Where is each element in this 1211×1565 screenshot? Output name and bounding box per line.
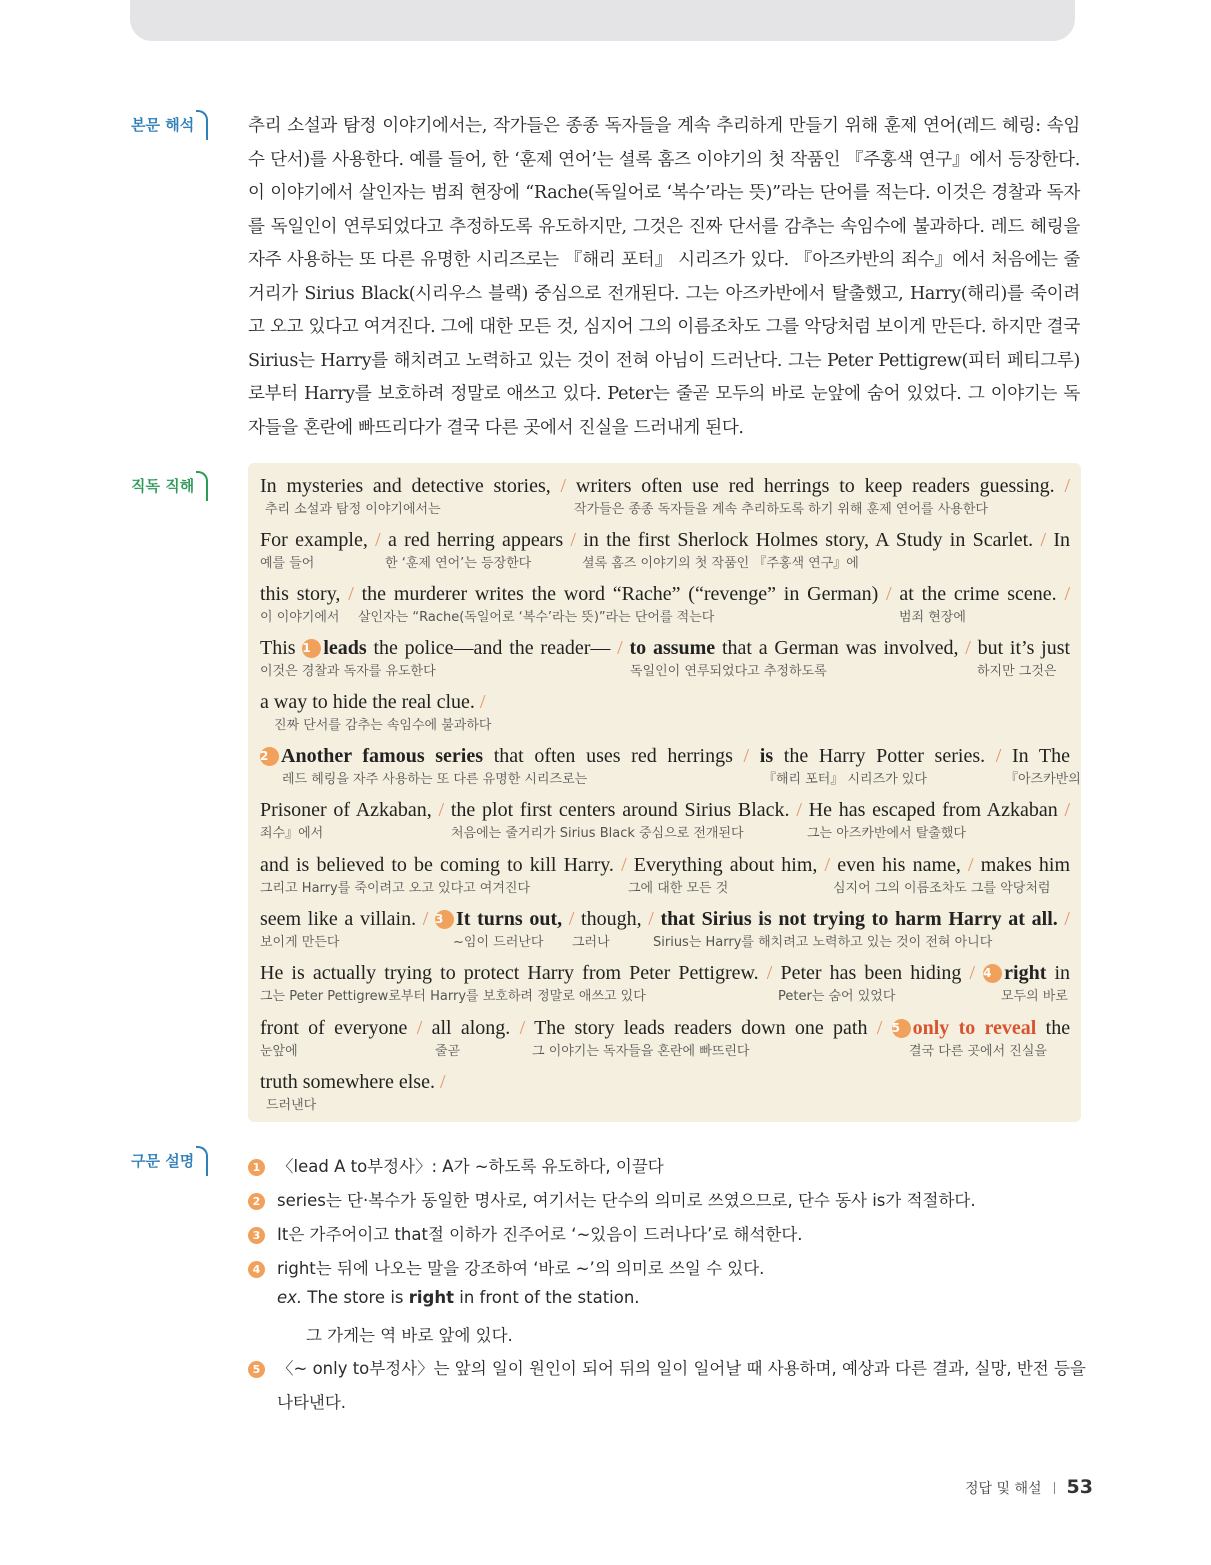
note-5-continued: 나타낸다. xyxy=(277,1393,347,1412)
top-banner xyxy=(130,0,1075,41)
translation-paragraph: 추리 소설과 탐정 이야기에서는, 작가들은 종종 독자들을 계속 추리하게 만들기 위해 훈제 연어(레드 헤링: 속임수 단서)를 사용한다. 예를 들어, 한 ‘훈제 연어’는 셜록 홈즈 이야기의 첫 작품인 『주홍색 연구』에서 등장한다. 이 이야기에서 살인자는 범죄 현장에 “Rache(독일어로 ‘복수’라는 뜻)”라는 단어를 적는다. 이것은 경찰과 독자를 독일인이 연루되었다고 추정하도록 유도하지만, 그것은 진짜 단서를 감추는 속임수에 불과하다. 레드 헤링을 자주 사용하는 또 다른 유명한 시리즈로는 『해리 포터』 시리즈가 있다. 『아즈카반의 죄수』에서 처음에는 줄거리가 Sirius Black(시리우스 블랙) 중심으로 전개된다. 그는 아즈카반에서 탈출했고, Harry(해리)를 죽이려고 오고 있다고 여겨진다. 그에 대한 모든 것, 심지어 그의 이름조차도 그를 악당처럼 보이게 만든다. 하지만 결국 Sirius는 Harry를 해치려고 노력하고 있는 것이 전혀 아님이 드러난다. 그는 Peter Pettigrew(피터 페티그루)로부터 Harry를 보호하려 정말로 애쓰고 있다. Peter는 줄곧 모두의 바로 눈앞에 숨어 있었다. 그 이야기는 독자들을 혼란에 빠뜨리다가 결국 다른 곳에서 진실을 드러내게 된다. xyxy=(248,116,1080,438)
note-4-example: ex. The store is right in front of the station. xyxy=(277,1288,640,1307)
label-grammar xyxy=(128,1146,208,1174)
label-reading-text: 직독 직해 xyxy=(131,477,195,495)
reading-line-8: and is believed to be coming to kill Harry. / Everything about him, / even his name, / makes him 그리고 Harry를 죽이려고 오고 있다고 여겨진다 그에 대한 모든 것 심지어 그의 이름조차도 그를 악당처럼 xyxy=(260,854,1071,896)
reading-line-7: Prisoner of Azkaban, / the plot first centers around Sirius Black. / He has escaped from Azkaban / 죄수』에서 처음에는 줄거리가 Sirius Black 중심으로 전개된다 그는 아즈카반에서 탈출했다 xyxy=(260,799,1071,841)
label-translation-text: 본문 해석 xyxy=(131,116,195,134)
page-number: 53 xyxy=(1066,1476,1093,1498)
reading-line-3: this story, / the murderer writes the word “Rache” (“revenge” in German) / at the crime scene. / 이 이야기에서 살인자는 “Rache(독일어로 ‘복수’라는 뜻)”라는 단어를 적는다 범죄 현장에 xyxy=(260,583,1071,625)
reading-line-11: front of everyone / all along. / The story leads readers down one path / 5 only to reveal the 눈앞에 줄곧 그 이야기는 독자들을 혼란에 빠뜨린다 결국 다른 곳에서 진실을 xyxy=(260,1017,1071,1059)
reading-line-1: In mysteries and detective stories, / writers often use red herrings to keep readers guessing. / 추리 소설과 탐정 이야기에서는 작가들은 종종 독자들을 계속 추리하도록 하기 위해 훈제 연어를 사용한다 xyxy=(260,475,1071,517)
label-reading xyxy=(128,471,208,499)
reading-line-4: This 1 leads the police—and the reader— / to assume that a German was involved, / but it’s just 이것은 경찰과 독자를 유도한다 독일인이 연루되었다고 추정하도록 하지만 그것은 xyxy=(260,637,1071,679)
note-5: 5 〈~ only to부정사〉는 앞의 일이 원인이 되어 뒤의 일이 일어날 때 사용하며, 예상과 다른 결과, 실망, 반전 등을 xyxy=(248,1355,1086,1379)
reading-line-6: 2 Another famous series that often uses red herrings / is the Harry Potter series. / In The 레드 헤링을 자주 사용하는 또 다른 유명한 시리즈로는 『해리 포터』 시리즈가 있다 『아즈카반의 xyxy=(260,745,1081,787)
label-translation xyxy=(128,110,208,138)
reading-line-5: a way to hide the real clue. / 진짜 단서를 감추는 속임수에 불과하다 xyxy=(260,691,492,733)
label-grammar-text: 구문 설명 xyxy=(131,1152,195,1170)
note-2: 2 series는 단·복수가 동일한 명사로, 여기서는 단수의 의미로 쓰였으므로, 단수 동사 is가 적절하다. xyxy=(248,1187,976,1211)
reading-line-10: He is actually trying to protect Harry from Peter Pettigrew. / Peter has been hiding / 4 right in 그는 Peter Pettigrew로부터 Harry를 보호하려 정말로 애쓰고 있다 Peter는 숨어 있었다 모두의 바로 xyxy=(260,962,1071,1004)
note-4: 4 right는 뒤에 나오는 말을 강조하여 ‘바로 ~’의 의미로 쓰일 수 있다. xyxy=(248,1255,764,1279)
footer-title: 정답 및 해설 xyxy=(965,1481,1042,1497)
note-3: 3 It은 가주어이고 that절 이하가 진주어로 ‘~있음이 드러나다’로 해석한다. xyxy=(248,1221,803,1245)
reading-line-2: For example, / a red herring appears / in the first Sherlock Holmes story, A Study in Scarlet. / In 예를 들어 한 ‘훈제 연어’는 등장한다 셜록 홈즈 이야기의 첫 작품인 『주홍색 연구』에 xyxy=(260,529,1070,571)
reading-line-12: truth somewhere else. / 드러낸다 xyxy=(260,1071,446,1113)
note-4-example-translation: 그 가게는 역 바로 앞에 있다. xyxy=(306,1326,513,1345)
reading-line-9: seem like a villain. / 3 It turns out, / though, / that Sirius is not trying to harm Harry at all. / 보이게 만든다 ~임이 드러난다 그러나 Sirius는 Harry를 해치려고 노력하고 있는 것이 전혀 아니다 xyxy=(260,908,1070,950)
page-footer xyxy=(965,1476,1093,1498)
note-1: 1 〈lead A to부정사〉: A가 ~하도록 유도하다, 이끌다 xyxy=(248,1153,664,1177)
